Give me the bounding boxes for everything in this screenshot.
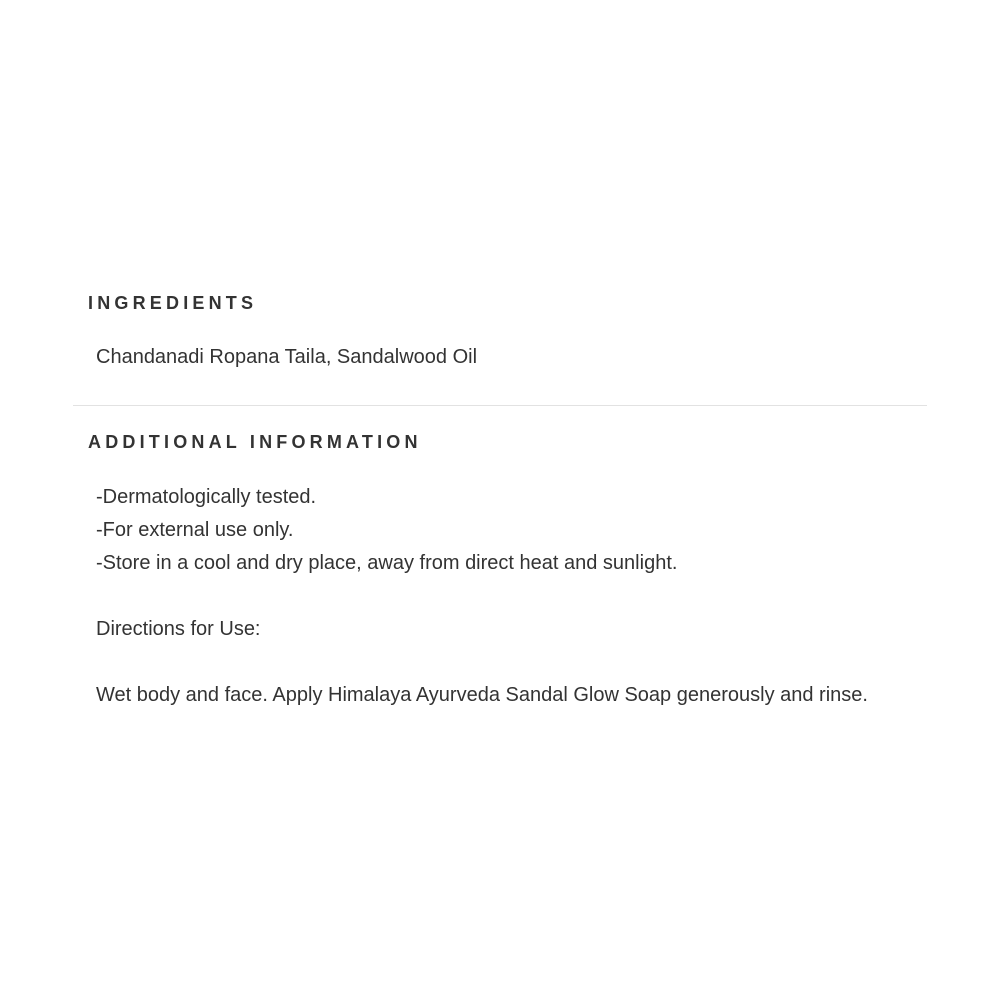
directions-text: Wet body and face. Apply Himalaya Ayurveda Sandal Glow Soap generously and rinse. <box>96 684 868 706</box>
info-line-dermatologically-tested: -Dermatologically tested. <box>96 486 317 508</box>
info-line-external-use: -For external use only. <box>96 519 294 541</box>
ingredients-text: Chandanadi Ropana Taila, Sandalwood Oil <box>96 346 478 368</box>
info-line-storage: -Store in a cool and dry place, away from direct heat and sunlight. <box>96 552 678 574</box>
section-divider <box>73 405 927 406</box>
ingredients-heading: INGREDIENTS <box>88 293 258 313</box>
additional-information-heading: ADDITIONAL INFORMATION <box>88 432 422 452</box>
directions-heading: Directions for Use: <box>96 618 261 640</box>
